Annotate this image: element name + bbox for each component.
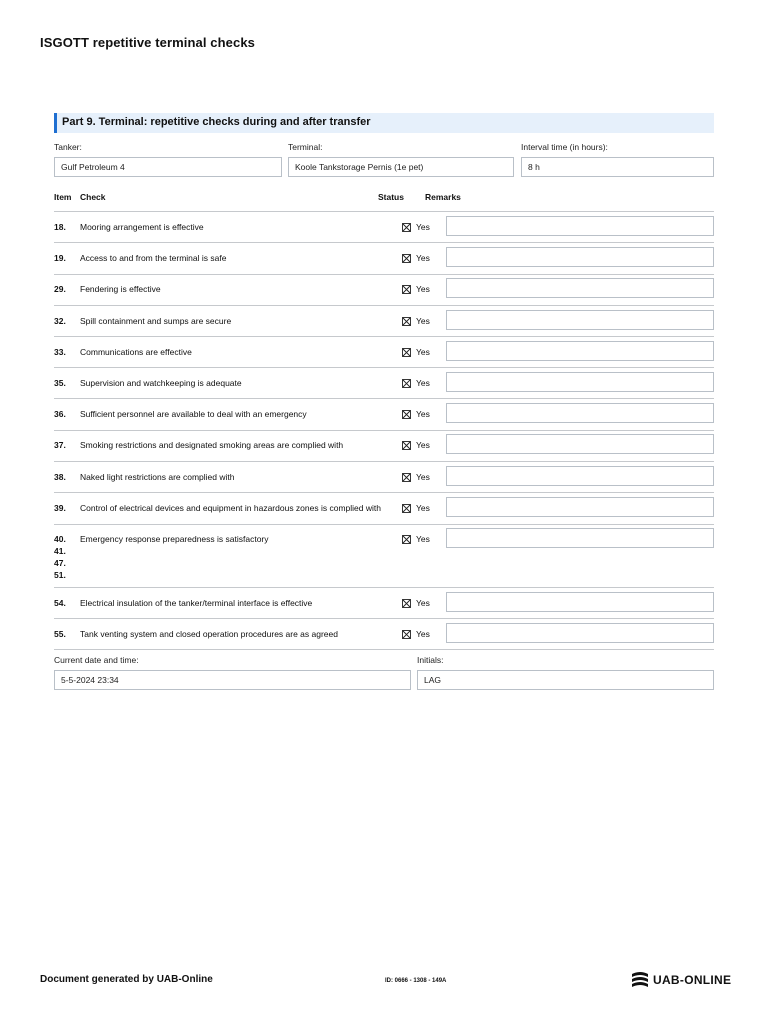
check-status: Yes (416, 629, 430, 639)
check-status: Yes (416, 253, 430, 263)
column-header-item: Item (54, 192, 72, 202)
terminal-label: Terminal: (288, 142, 323, 152)
checked-checkbox-icon[interactable] (402, 285, 411, 294)
check-item-number: 29. (54, 284, 66, 294)
check-description: Mooring arrangement is effective (80, 222, 204, 232)
check-status: Yes (416, 409, 430, 419)
checked-checkbox-icon[interactable] (402, 599, 411, 608)
check-status: Yes (416, 503, 430, 513)
tanker-label: Tanker: (54, 142, 82, 152)
datetime-field[interactable]: 5-5-2024 23:34 (54, 670, 411, 690)
row-divider (54, 211, 714, 212)
check-description: Electrical insulation of the tanker/terminal interface is effective (80, 598, 313, 608)
initials-label: Initials: (417, 655, 444, 665)
checked-checkbox-icon[interactable] (402, 473, 411, 482)
check-item-number: 18. (54, 222, 66, 232)
check-item-number: 19. (54, 253, 66, 263)
check-status: Yes (416, 598, 430, 608)
row-divider (54, 587, 714, 588)
remarks-field[interactable] (446, 372, 714, 392)
check-description: Access to and from the terminal is safe (80, 253, 227, 263)
check-item-number: 36. (54, 409, 66, 419)
remarks-field[interactable] (446, 341, 714, 361)
check-description: Naked light restrictions are complied with (80, 472, 235, 482)
column-header-remarks: Remarks (425, 192, 461, 202)
remarks-field[interactable] (446, 310, 714, 330)
check-status: Yes (416, 222, 430, 232)
row-divider (54, 274, 714, 275)
column-header-check: Check (80, 192, 106, 202)
check-item-number: 38. (54, 472, 66, 482)
remarks-field[interactable] (446, 216, 714, 236)
check-status: Yes (416, 316, 430, 326)
check-item-number: 37. (54, 440, 66, 450)
check-status: Yes (416, 284, 430, 294)
remarks-field[interactable] (446, 403, 714, 423)
row-divider (54, 367, 714, 368)
check-item-number: 40. 41. 47. 51. (54, 534, 66, 580)
check-item-number: 32. (54, 316, 66, 326)
check-description: Smoking restrictions and designated smoking areas are complied with (80, 440, 344, 450)
section-title: Part 9. Terminal: repetitive checks during and after transfer (62, 116, 371, 128)
checked-checkbox-icon[interactable] (402, 535, 411, 544)
checked-checkbox-icon[interactable] (402, 348, 411, 357)
check-item-number: 35. (54, 378, 66, 388)
row-divider (54, 492, 714, 493)
check-status: Yes (416, 378, 430, 388)
row-divider (54, 398, 714, 399)
remarks-field[interactable] (446, 497, 714, 517)
interval-field[interactable]: 8 h (521, 157, 714, 177)
checked-checkbox-icon[interactable] (402, 317, 411, 326)
check-description: Control of electrical devices and equipment in hazardous zones is complied with (80, 503, 381, 513)
row-divider (54, 430, 714, 431)
check-status: Yes (416, 347, 430, 357)
footer-generated-text: Document generated by UAB-Online (40, 974, 213, 985)
terminal-field[interactable]: Koole Tankstorage Pernis (1e pet) (288, 157, 514, 177)
tanker-field[interactable]: Gulf Petroleum 4 (54, 157, 282, 177)
checked-checkbox-icon[interactable] (402, 504, 411, 513)
check-description: Communications are effective (80, 347, 192, 357)
check-description: Tank venting system and closed operation procedures are as agreed (80, 629, 338, 639)
check-description: Spill containment and sumps are secure (80, 316, 232, 326)
remarks-field[interactable] (446, 466, 714, 486)
checked-checkbox-icon[interactable] (402, 223, 411, 232)
row-divider (54, 242, 714, 243)
datetime-label: Current date and time: (54, 655, 139, 665)
row-divider (54, 461, 714, 462)
remarks-field[interactable] (446, 278, 714, 298)
interval-label: Interval time (in hours): (521, 142, 608, 152)
check-description: Supervision and watchkeeping is adequate (80, 378, 242, 388)
row-divider (54, 649, 714, 650)
remarks-field[interactable] (446, 623, 714, 643)
column-header-status: Status (378, 192, 404, 202)
checked-checkbox-icon[interactable] (402, 630, 411, 639)
initials-field[interactable]: LAG (417, 670, 714, 690)
footer-document-id: ID: 0666 - 1308 - 149A (385, 978, 447, 984)
check-description: Sufficient personnel are available to deal with an emergency (80, 409, 307, 419)
remarks-field[interactable] (446, 592, 714, 612)
document-title: ISGOTT repetitive terminal checks (40, 35, 255, 50)
checked-checkbox-icon[interactable] (402, 410, 411, 419)
row-divider (54, 618, 714, 619)
logo-text: UAB-ONLINE (653, 973, 732, 987)
check-status: Yes (416, 472, 430, 482)
check-item-number: 55. (54, 629, 66, 639)
remarks-field[interactable] (446, 247, 714, 267)
section-header (54, 113, 714, 133)
check-status: Yes (416, 440, 430, 450)
check-item-number: 33. (54, 347, 66, 357)
check-description: Emergency response preparedness is satisfactory (80, 534, 269, 544)
check-description: Fendering is effective (80, 284, 161, 294)
row-divider (54, 524, 714, 525)
row-divider (54, 305, 714, 306)
logo-icon (631, 971, 649, 987)
checked-checkbox-icon[interactable] (402, 441, 411, 450)
checked-checkbox-icon[interactable] (402, 379, 411, 388)
remarks-field[interactable] (446, 434, 714, 454)
checked-checkbox-icon[interactable] (402, 254, 411, 263)
check-item-number: 54. (54, 598, 66, 608)
check-item-number: 39. (54, 503, 66, 513)
check-status: Yes (416, 534, 430, 544)
uab-online-logo (631, 971, 732, 989)
remarks-field[interactable] (446, 528, 714, 548)
row-divider (54, 336, 714, 337)
